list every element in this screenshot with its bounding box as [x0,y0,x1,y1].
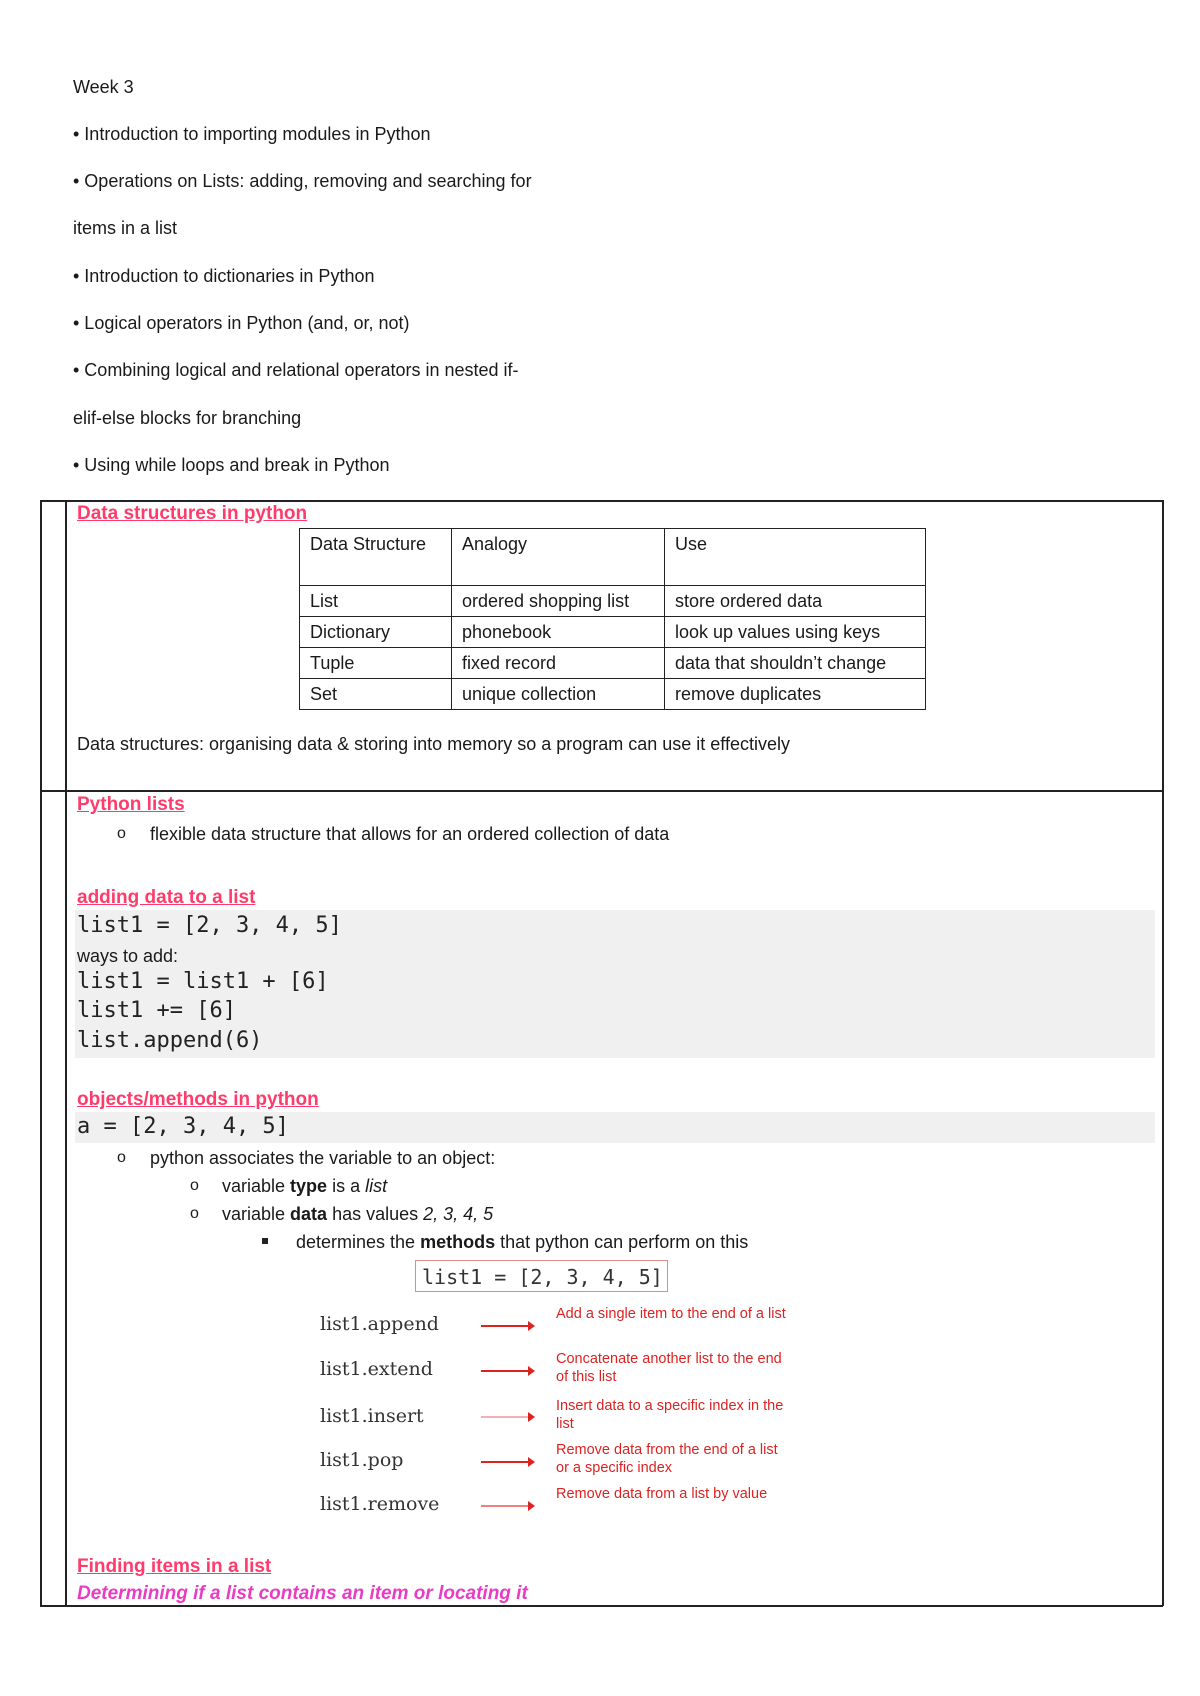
bullet-marker: o [190,1177,199,1194]
intro-bullet-modules: • Introduction to importing modules in Python [73,124,431,144]
arrow-icon [481,1416,533,1418]
bold-term: methods [420,1232,496,1252]
table-cell: store ordered data [665,586,926,617]
method-name: list1.extend [320,1358,433,1380]
code-line: list1 += [6] [77,998,236,1023]
table-header-cell: Analogy [452,529,665,586]
table-cell: ordered shopping list [452,586,665,617]
week-title: Week 3 [73,77,134,97]
table-cell: remove duplicates [665,679,926,710]
bullet-marker: o [117,1149,126,1166]
grid-right-border [1162,500,1164,1606]
arrow-icon [481,1461,533,1463]
grid-row-divider [40,790,1163,792]
method-name: list1.pop [320,1449,404,1471]
intro-bullet-while: • Using while loops and break in Python [73,455,390,475]
table-cell: look up values using keys [665,617,926,648]
intro-bullet-logical: • Logical operators in Python (and, or, not) [73,313,410,333]
text-span: determines the [296,1232,421,1252]
table-header-row [300,529,926,586]
finding-items-heading: Finding items in a list [77,1556,272,1577]
data-structures-table [299,528,926,710]
table-row [300,617,926,648]
bullet-marker: o [190,1205,199,1222]
table-cell: phonebook [452,617,665,648]
ways-to-add-label: ways to add: [77,946,179,966]
method-description: Remove data from the end of a list or a specific index [556,1442,778,1476]
square-bullet [262,1238,268,1244]
table-row [300,648,926,679]
variable-type-line [222,1174,387,1198]
method-description: Insert data to a specific index in the list [556,1398,784,1432]
method-description: Concatenate another list to the end of this list [556,1351,782,1385]
bold-term: data [290,1204,328,1224]
table-row [300,586,926,617]
code-line: list1 = [2, 3, 4, 5] [77,913,342,938]
lists-description: flexible data structure that allows for an ordered collection of data [150,824,670,844]
python-lists-heading: Python lists [77,794,185,815]
associates-text: python associates the variable to an object: [150,1148,496,1168]
code-line: list.append(6) [77,1028,263,1053]
italic-term: list [365,1176,388,1196]
objects-methods-heading: objects/methods in python [77,1089,319,1110]
table-cell: fixed record [452,648,665,679]
finding-items-subheading: Determining if a list contains an item or locating it [77,1583,528,1604]
table-row [300,679,926,710]
intro-bullet-combining: • Combining logical and relational operators in nested if- [73,360,519,380]
italic-term: 2, 3, 4, 5 [423,1204,494,1224]
intro-bullet-lists-cont: items in a list [73,218,178,238]
data-structures-heading: Data structures in python [77,503,308,524]
data-structures-definition: Data structures: organising data & storing into memory so a program can use it effectively [77,734,791,754]
intro-bullet-lists: • Operations on Lists: adding, removing and searching for [73,171,532,191]
table-cell: List [300,586,452,617]
arrow-icon [481,1505,533,1507]
method-description: Add a single item to the end of a list [556,1306,786,1322]
method-name: list1.remove [320,1493,440,1515]
table-header-cell: Use [665,529,926,586]
arrow-icon [481,1325,533,1327]
method-name: list1.append [320,1313,439,1335]
method-description: Remove data from a list by value [556,1486,768,1502]
text-span: has values [327,1204,424,1224]
text-span: is a [327,1176,366,1196]
table-cell: Set [300,679,452,710]
table-header-cell: Data Structure [300,529,452,586]
table-cell: Dictionary [300,617,452,648]
table-cell: data that shouldn’t change [665,648,926,679]
methods-line [296,1230,748,1254]
method-name: list1.insert [320,1405,424,1427]
arrow-icon [481,1370,533,1372]
figure-code-box: list1 = [2, 3, 4, 5] [415,1260,668,1292]
text-span: that python can perform on this [495,1232,749,1252]
table-cell: unique collection [452,679,665,710]
grid-inner-divider [65,500,67,1606]
intro-bullet-dicts: • Introduction to dictionaries in Python [73,266,375,286]
table-cell: Tuple [300,648,452,679]
code-line: a = [2, 3, 4, 5] [77,1114,289,1139]
text-span: variable [222,1204,291,1224]
bold-term: type [290,1176,328,1196]
variable-data-line [222,1202,493,1226]
adding-data-heading: adding data to a list [77,887,256,908]
text-span: variable [222,1176,291,1196]
code-line: list1 = list1 + [6] [77,969,329,994]
intro-bullet-combining-cont: elif-else blocks for branching [73,408,302,428]
grid-left-border [40,500,42,1606]
bullet-marker: o [117,825,126,842]
